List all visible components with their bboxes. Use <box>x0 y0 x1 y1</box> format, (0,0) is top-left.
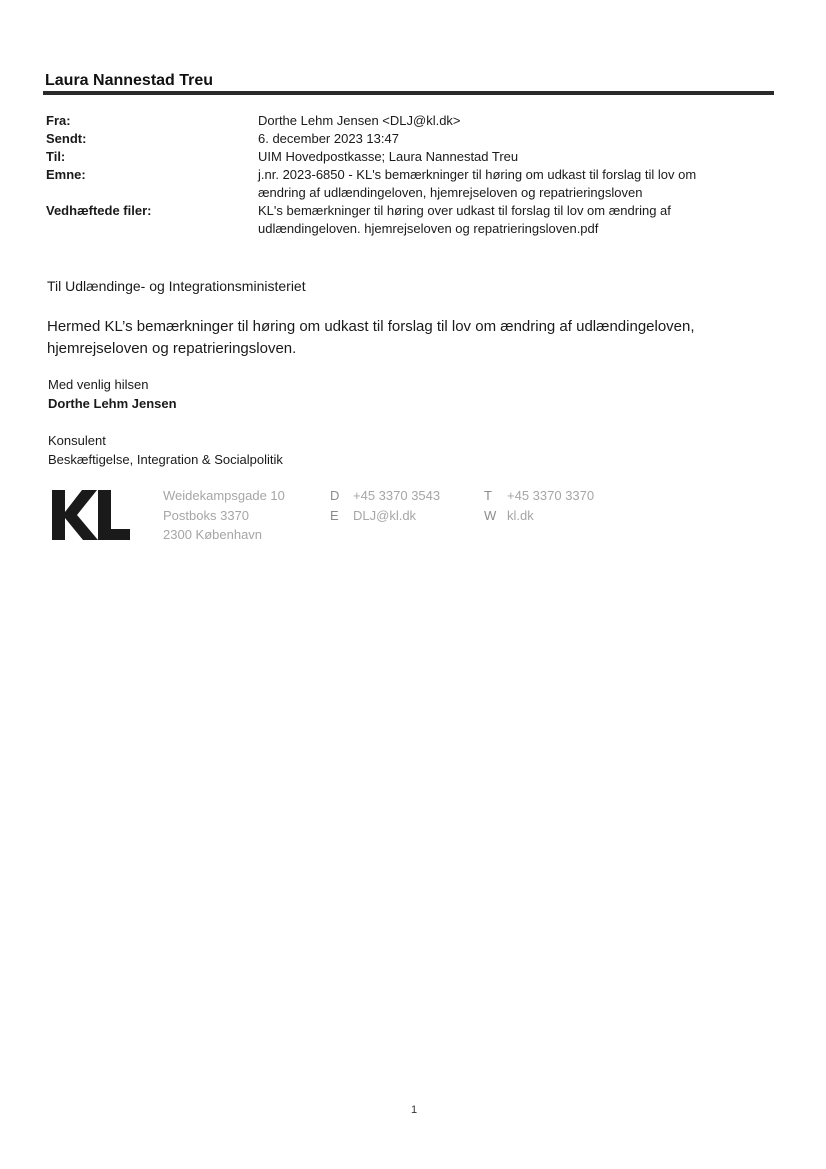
page-number: 1 <box>411 1104 418 1116</box>
header-label: Emne: <box>46 167 86 182</box>
header-label: Til: <box>46 149 66 164</box>
header-label: Sendt: <box>46 131 87 146</box>
closing-phrase: Med venlig hilsen <box>48 377 149 392</box>
header-label: Fra: <box>46 113 71 128</box>
signature-phone-web <box>484 486 594 525</box>
email-headers <box>46 112 746 238</box>
address-pobox: Postboks 3370 <box>163 507 250 523</box>
direct-letter: D <box>330 488 340 503</box>
header-from <box>46 112 746 130</box>
web-row <box>484 506 594 526</box>
direct-phone-row <box>330 486 440 506</box>
kl-logo <box>52 490 132 540</box>
phone-row <box>484 486 594 506</box>
header-subject <box>46 166 746 202</box>
salutation: Til Udlændinge- og Integrationsministeriet <box>47 278 306 294</box>
header-to <box>46 148 746 166</box>
signer-name: Dorthe Lehm Jensen <box>48 396 177 411</box>
email-row <box>330 506 440 526</box>
web-link[interactable]: kl.dk <box>507 507 534 523</box>
header-value: UIM Hovedpostkasse; Laura Nannestad Treu <box>258 149 519 164</box>
header-value: 6. december 2023 13:47 <box>258 131 399 146</box>
header-rule <box>43 91 774 95</box>
attachment-link[interactable]: KL's bemærkninger til høring over udkast til forslag til lov om ændring af udlændingeloven. hjemrejseloven og repatrieringsloven.pdf <box>258 203 671 236</box>
signer-department: Beskæftigelse, Integration & Socialpolitik <box>48 452 283 467</box>
signature-address <box>163 486 285 545</box>
email-letter: E <box>330 507 339 523</box>
header-value: j.nr. 2023-6850 - KL's bemærkninger til høring om udkast til forslag til lov om ændring af udlændingeloven, hjemrejseloven og repatrieringsloven <box>258 167 697 200</box>
address-city: 2300 København <box>163 527 263 542</box>
web-letter: W <box>484 507 497 523</box>
direct-phone: +45 3370 3543 <box>353 488 441 503</box>
header-label: Vedhæftede filer: <box>46 203 152 218</box>
header-attachments <box>46 202 746 238</box>
main-phone: +45 3370 3370 <box>507 488 595 503</box>
message-body: Hermed KL’s bemærkninger til høring om udkast til forslag til lov om ændring af udlændingeloven, hjemrejseloven og repatrieringsloven. <box>47 318 695 357</box>
signature-direct-email <box>330 486 440 525</box>
owner-name: Laura Nannestad Treu <box>45 72 214 89</box>
closing-block <box>48 375 177 413</box>
signer-title: Konsulent <box>48 433 106 448</box>
header-value: Dorthe Lehm Jensen <DLJ@kl.dk> <box>258 113 461 128</box>
signer-role-block <box>48 431 283 469</box>
email-link[interactable]: DLJ@kl.dk <box>353 507 417 523</box>
phone-letter: T <box>484 488 492 503</box>
address-street: Weidekampsgade 10 <box>163 488 285 503</box>
header-sent <box>46 130 746 148</box>
